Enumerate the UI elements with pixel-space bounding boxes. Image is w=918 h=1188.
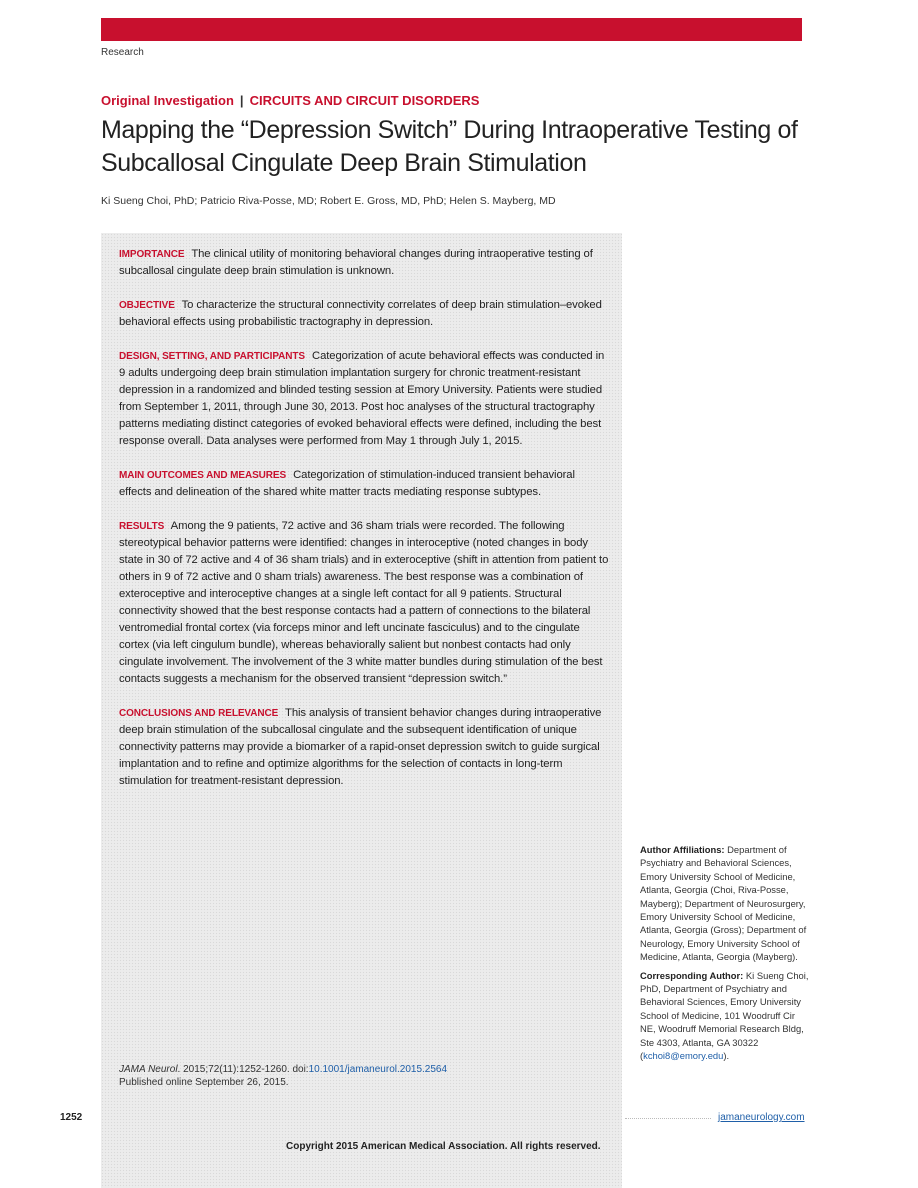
abstract-text: This analysis of transient behavior changes during intraoperative deep brain stimulation of the subcallosal cingulate and the subsequent identification of unique connectivity patterns may provide a biomarker of a rapid-onset depression switch to guide surgical implantation and to refine and optimize algorithms for the selection of contacts in long-term stimulation for treatment-resistant depression. bbox=[119, 707, 602, 787]
section-label: Research bbox=[101, 47, 144, 58]
abstract bbox=[119, 246, 609, 807]
citation-line bbox=[119, 1063, 447, 1076]
abstract-conclusions bbox=[119, 705, 609, 790]
corresponding-text: Ki Sueng Choi, PhD, Department of Psychiatry and Behavioral Sciences, Emory University School of Medicine, 101 Woodruff Cir NE, Woodruff Memorial Research Bldg, Ste 4303, Atlanta, GA 30322 ( bbox=[640, 969, 809, 1062]
abstract-importance bbox=[119, 246, 609, 280]
journal-url-link[interactable]: jamaneurology.com bbox=[718, 1112, 805, 1123]
abstract-heading: OBJECTIVE bbox=[119, 300, 175, 311]
corresponding-author bbox=[640, 969, 810, 1063]
abstract-text: To characterize the structural connectivity correlates of deep brain stimulation–evoked behavioral effects using probabilistic tractography in depression. bbox=[119, 299, 602, 328]
abstract-heading: CONCLUSIONS AND RELEVANCE bbox=[119, 708, 279, 719]
footer-dotted-divider bbox=[625, 1118, 711, 1119]
affiliations-text: Department of Psychiatry and Behavioral Sciences, Emory University School of Medicine, Atlanta, Georgia (Choi, Riva-Posse, Mayberg); Department of Neurosurgery, Emory University School of Medicine, Atlanta, Georgia (Gross); Department of Neurology, Emory University School of Medicine, Atlanta, Georgia (Mayberg). bbox=[640, 844, 807, 963]
article-type: Original Investigation bbox=[101, 93, 234, 108]
corresponding-label: Corresponding Author: bbox=[640, 969, 744, 981]
citation-details: . 2015;72(11):1252-1260. doi: bbox=[177, 1064, 309, 1075]
header-color-bar bbox=[101, 18, 802, 41]
citation-journal: JAMA Neurol bbox=[119, 1064, 178, 1075]
abstract-design bbox=[119, 348, 609, 450]
corresponding-end: ). bbox=[723, 1050, 730, 1062]
abstract-heading: RESULTS bbox=[119, 521, 165, 532]
abstract-objective bbox=[119, 297, 609, 331]
doi-link[interactable]: 10.1001/jamaneurol.2015.2564 bbox=[308, 1064, 448, 1075]
email-link[interactable]: kchoi8@emory.edu bbox=[643, 1050, 724, 1062]
author-list: Ki Sueng Choi, PhD; Patricio Riva-Posse, MD; Robert E. Gross, MD, PhD; Helen S. Mayberg, MD bbox=[101, 195, 556, 207]
article-title: Mapping the “Depression Switch” During Intraoperative Testing of Subcallosal Cingulate Deep Brain Stimulation bbox=[101, 116, 798, 177]
abstract-text: Categorization of stimulation-induced transient behavioral effects and delineation of the shared white matter tracts mediating response subtypes. bbox=[119, 469, 575, 498]
abstract-outcomes bbox=[119, 467, 609, 501]
sidebar-notes bbox=[640, 843, 810, 1068]
citation bbox=[119, 1063, 447, 1089]
kicker-separator: | bbox=[239, 93, 244, 108]
abstract-text: Among the 9 patients, 72 active and 36 sham trials were recorded. The following stereotypical behavior patterns were identified: changes in interoceptive (noted changes in body state in 30 of 72 active and 4 of 36 sham trials) and in exteroceptive (shift in attention from patient to others in 9 of 72 active and 0 sham trials) awareness. The best response was a combination of exteroceptive and interoceptive changes at a single left contact for all 9 patients. Structural connectivity showed that the best response contacts had a pattern of connections to the bilateral ventromedial frontal cortex (via forceps minor and left uncinate fasciculus) and to the cingulate cortex (via left cingulum bundle), whereas behaviorally salient but nonbest contacts had only cingulate involvement. The involvement of the 3 white matter bundles during stimulation of the best contacts suggests a mechanism for the observed transient “depression switch.” bbox=[119, 520, 609, 685]
abstract-heading: IMPORTANCE bbox=[119, 249, 185, 260]
article-category: CIRCUITS AND CIRCUIT DISORDERS bbox=[249, 93, 480, 108]
abstract-text: The clinical utility of monitoring behavioral changes during intraoperative testing of subcallosal cingulate deep brain stimulation is unknown. bbox=[119, 248, 593, 277]
copyright-notice: Copyright 2015 American Medical Association. All rights reserved. bbox=[286, 1141, 601, 1152]
affiliations-label: Author Affiliations: bbox=[640, 844, 725, 855]
abstract-text: Categorization of acute behavioral effects was conducted in 9 adults undergoing deep brain stimulation implantation surgery for chronic treatment-resistant depression in a randomized and blinded testing session at Emory University. Patients were studied from September 1, 2011, through June 30, 2013. Post hoc analyses of the structural tractography patterns mediating distinct categories of evoked behavioral effects were defined, including the best response overall. Data analyses were performed from May 1 through July 1, 2015. bbox=[119, 350, 605, 447]
article-kicker bbox=[101, 93, 479, 108]
page-number: 1252 bbox=[60, 1112, 83, 1123]
author-affiliations bbox=[640, 843, 810, 964]
abstract-heading: MAIN OUTCOMES AND MEASURES bbox=[119, 470, 287, 481]
abstract-results bbox=[119, 518, 609, 688]
abstract-heading: DESIGN, SETTING, AND PARTICIPANTS bbox=[119, 351, 305, 362]
published-date: Published online September 26, 2015. bbox=[119, 1077, 289, 1088]
